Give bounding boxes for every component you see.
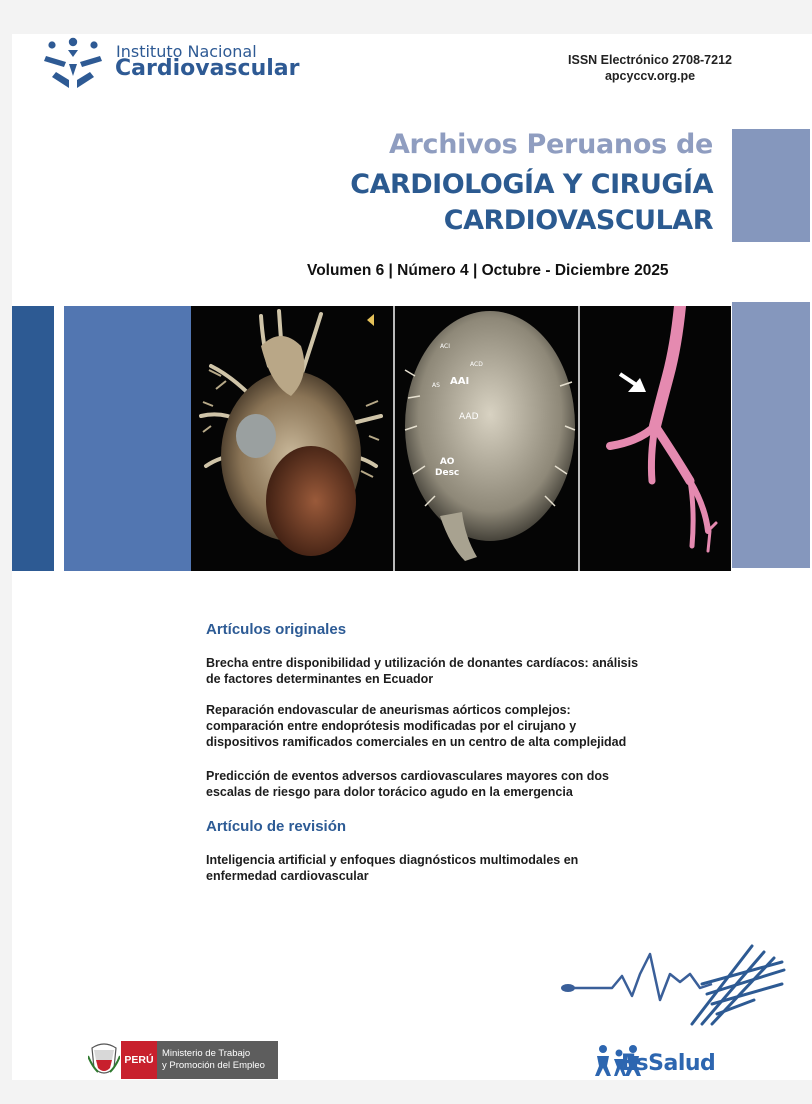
article-line: Reparación endovascular de aneurismas aórticos complejos: xyxy=(206,703,571,717)
peru-label: PERÚ xyxy=(121,1041,157,1079)
label-aci: ACI xyxy=(440,343,450,350)
label-aad: AAD xyxy=(459,412,479,422)
heart-3d-image xyxy=(191,306,393,571)
section-heading-review-article: Artículo de revisión xyxy=(206,818,347,835)
vessel-3d-image xyxy=(580,306,731,571)
website-link[interactable]: apcyccv.org.pe xyxy=(604,69,696,83)
essalud-logo-text: EsSalud xyxy=(621,1051,716,1076)
journal-title-line2: CARDIOLOGÍA Y CIRUGÍA xyxy=(350,169,713,200)
ministry-line1: Ministerio de Trabajo xyxy=(162,1048,251,1059)
article-line: Brecha entre disponibilidad y utilización de donantes cardíacos: análisis xyxy=(206,656,639,670)
article-item[interactable] xyxy=(206,768,609,800)
journal-title-line3: CARDIOVASCULAR xyxy=(443,205,713,236)
article-line: enfermedad cardiovascular xyxy=(206,869,369,883)
article-item[interactable] xyxy=(206,852,578,884)
label-aai: AAI xyxy=(450,376,470,387)
label-ao: AO xyxy=(439,457,455,467)
article-line: dispositivos ramificados comerciales en un centro de alta complejidad xyxy=(206,735,627,749)
institute-name-line1: Instituto Nacional xyxy=(116,42,257,61)
label-ao-desc xyxy=(435,457,459,479)
article-item[interactable] xyxy=(206,702,626,750)
label-acd: ACD xyxy=(470,361,483,368)
institute-name-line2: Cardiovascular xyxy=(115,56,300,81)
cover-image-strip xyxy=(191,306,731,571)
decor-bar-left-mid xyxy=(64,306,191,571)
article-item[interactable] xyxy=(206,655,638,687)
article-line: comparación entre endoprótesis modificadas por el cirujano y xyxy=(206,719,577,733)
article-line: de factores determinantes en Ecuador xyxy=(206,672,434,686)
ministry-label xyxy=(157,1041,278,1079)
institute-logo-icon xyxy=(42,36,104,90)
label-as: AS xyxy=(432,382,440,389)
journal-cover xyxy=(12,34,812,1080)
article-line: Inteligencia artificial y enfoques diagnósticos multimodales en xyxy=(206,853,579,867)
ministry-line2: y Promoción del Empleo xyxy=(162,1060,265,1071)
issn-block xyxy=(568,52,732,84)
article-line: escalas de riesgo para dolor torácico agudo en la emergencia xyxy=(206,785,573,799)
peru-coat-of-arms-icon xyxy=(88,1042,120,1078)
decor-bar-top-right xyxy=(732,129,810,242)
decor-bar-right-mid xyxy=(732,302,810,568)
issue-info: Volumen 6 | Número 4 | Octubre - Diciembre 2025 xyxy=(307,262,669,279)
article-line: Predicción de eventos adversos cardiovasculares mayores con dos xyxy=(206,769,609,783)
issn-text: ISSN Electrónico 2708-7212 xyxy=(568,53,732,67)
decor-bar-left-dark xyxy=(12,306,54,571)
label-desc: Desc xyxy=(435,468,460,478)
section-heading-original-articles: Artículos originales xyxy=(206,621,347,638)
aorta-3d-image xyxy=(395,306,578,571)
ecg-line-decoration xyxy=(12,934,812,1034)
journal-title-line1: Archivos Peruanos de xyxy=(388,129,713,160)
